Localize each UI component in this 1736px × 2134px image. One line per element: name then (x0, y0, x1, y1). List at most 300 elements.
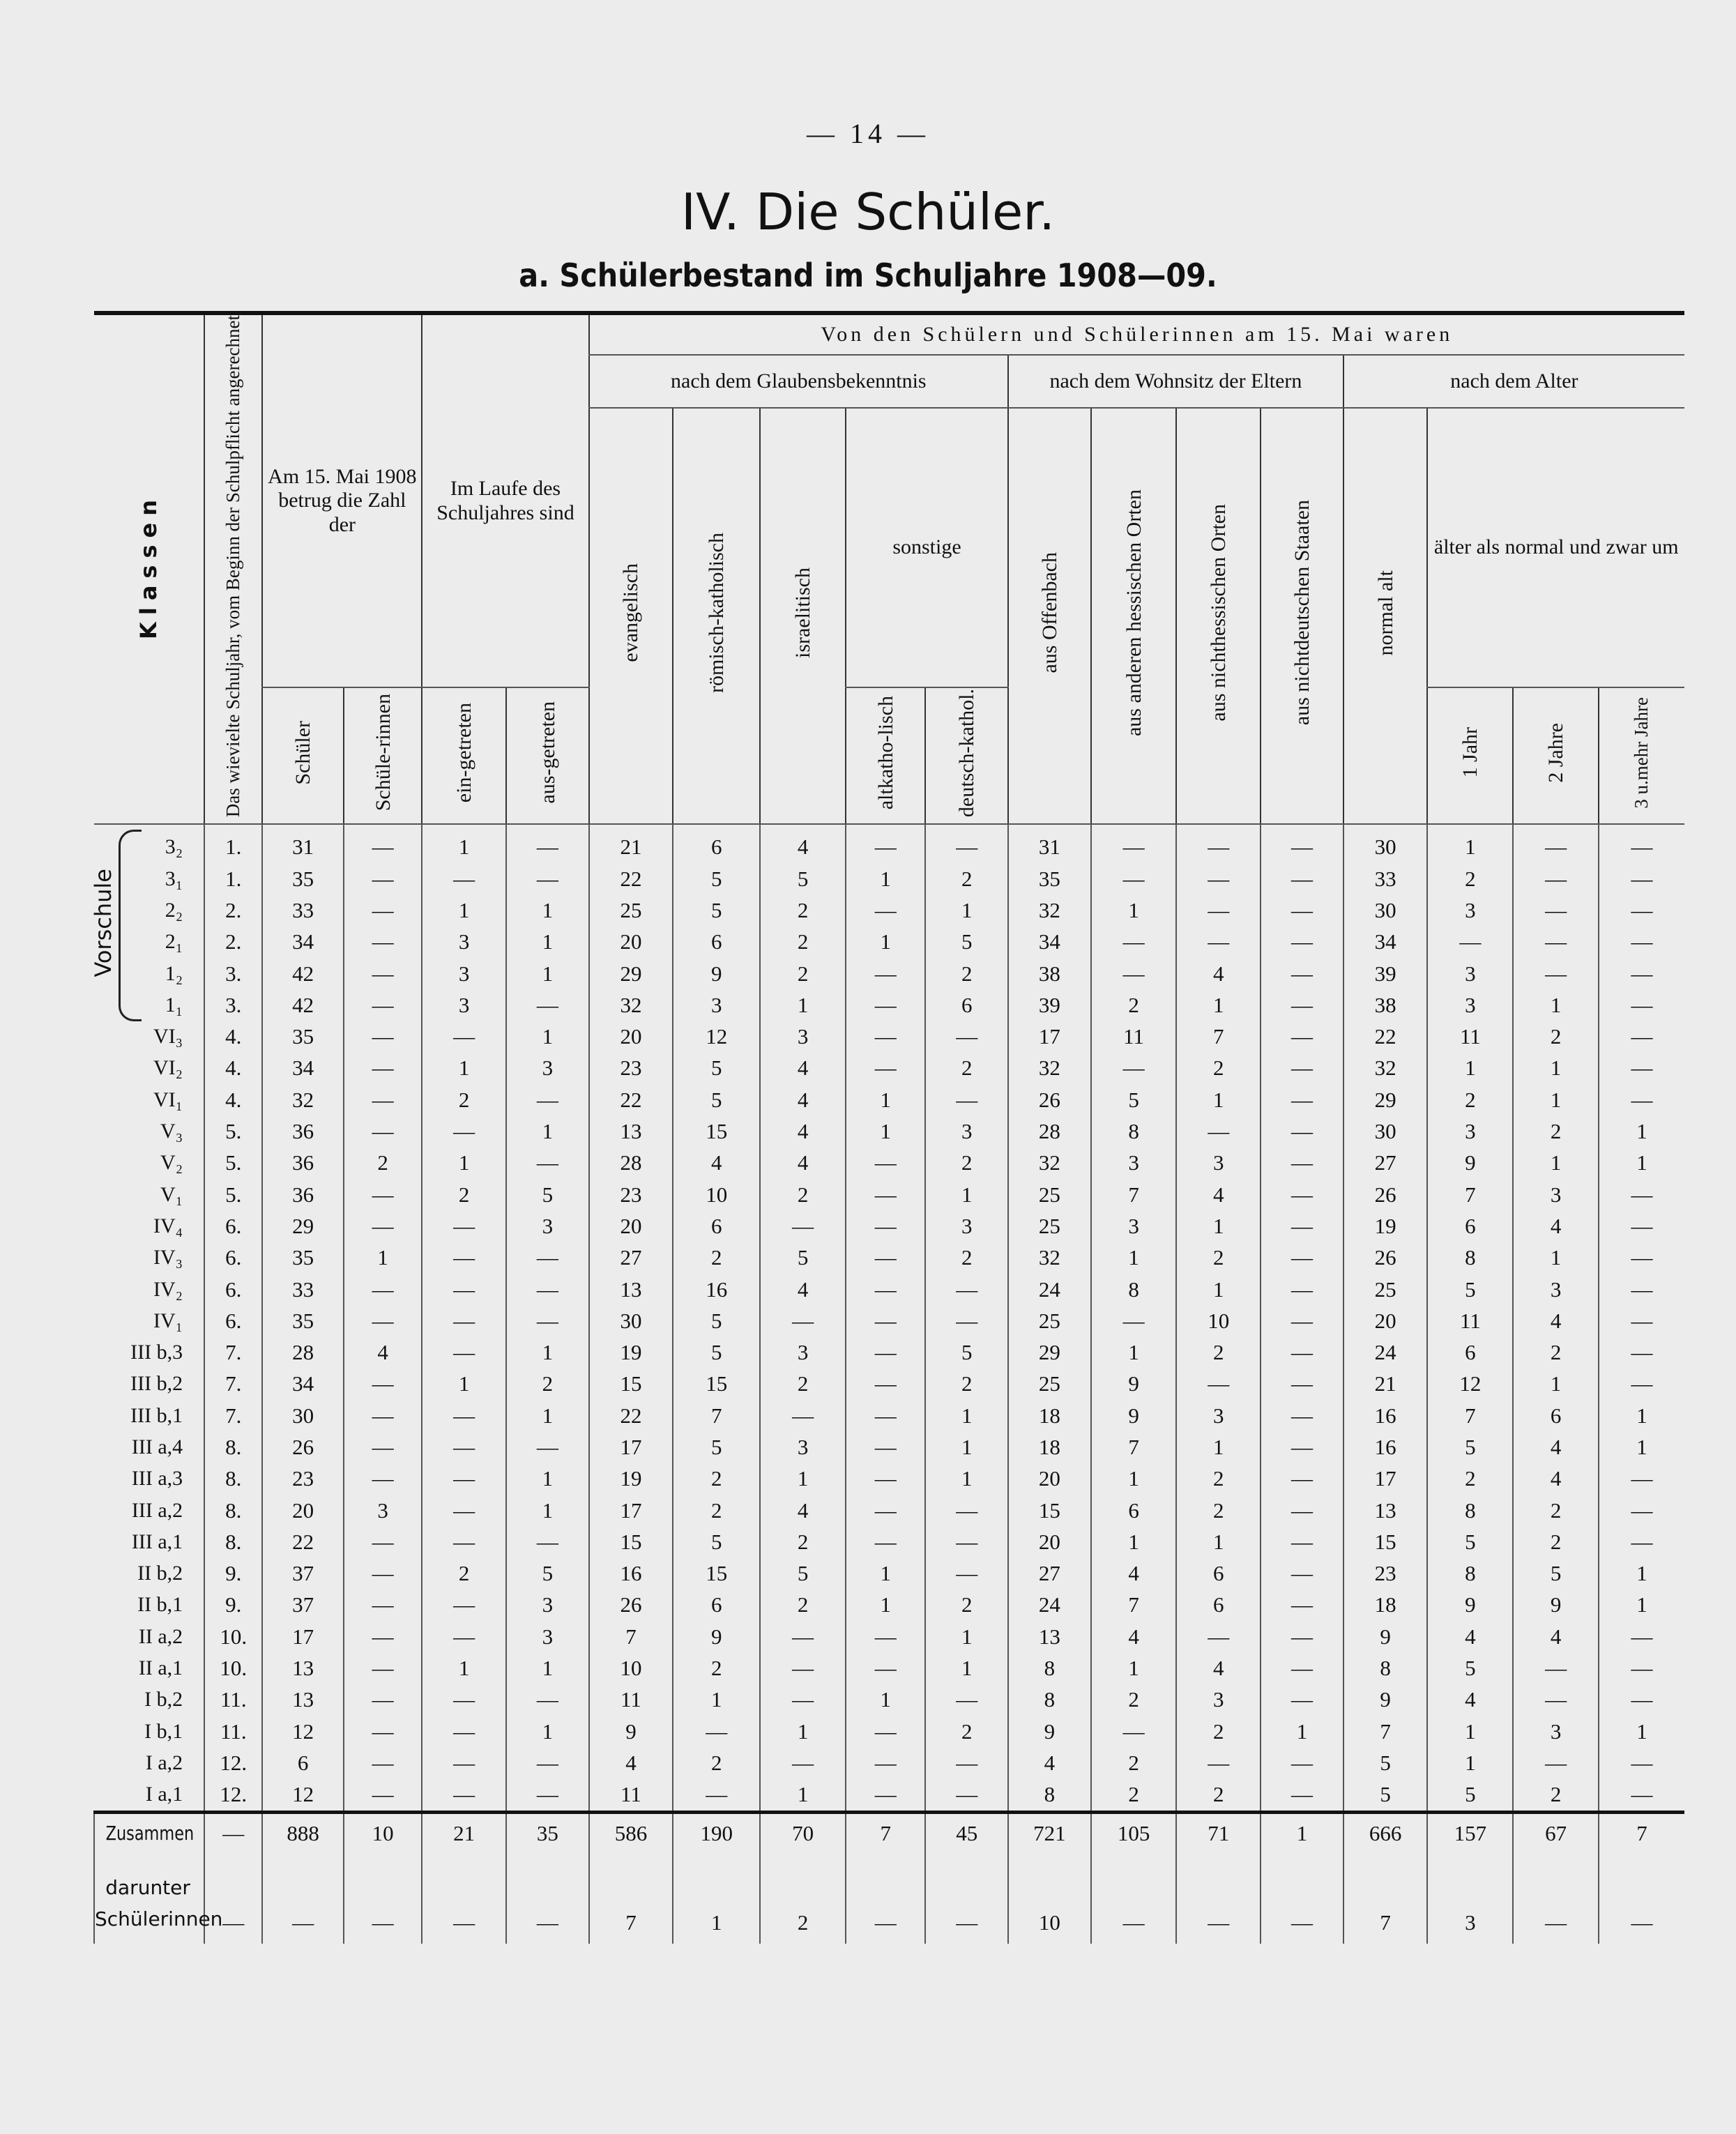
totals-row (94, 1812, 1684, 1853)
table-cell: 1 (1513, 1369, 1599, 1400)
schuljahr-cell: 5. (204, 1148, 262, 1179)
header-3-jahre: 3 u.mehr Jahre (1599, 687, 1684, 824)
table-cell: 33 (262, 1274, 344, 1305)
table-cell: — (1261, 1684, 1343, 1716)
table-cell: — (925, 1021, 1008, 1053)
table-row (94, 1716, 1684, 1747)
totals-cell: 35 (506, 1812, 589, 1853)
table-cell: 5 (1427, 1652, 1513, 1684)
table-cell: — (1513, 863, 1599, 894)
table-cell: — (760, 1210, 846, 1242)
header-roemisch-katholisch: römisch-katholisch (673, 408, 760, 824)
table-cell: — (344, 824, 422, 863)
table-cell: 2 (1513, 1495, 1599, 1526)
table-cell: 23 (589, 1053, 673, 1084)
table-cell: — (925, 824, 1008, 863)
table-cell: 1 (1599, 1148, 1684, 1179)
klasse-label: VI₁ (153, 1088, 183, 1111)
table-cell: 1 (506, 1652, 589, 1684)
table-cell: 5 (673, 1431, 760, 1463)
table-cell: — (1261, 1305, 1343, 1336)
schuljahr-cell: 4. (204, 1053, 262, 1084)
table-cell: 38 (1008, 958, 1091, 989)
table-cell: 4 (1513, 1305, 1599, 1336)
table-row (94, 1590, 1684, 1621)
table-cell: 1 (760, 1716, 846, 1747)
table-cell: 13 (1343, 1495, 1428, 1526)
table-cell: — (1091, 927, 1177, 958)
table-row (94, 1621, 1684, 1652)
table-cell: — (506, 1779, 589, 1813)
table-cell: 26 (589, 1590, 673, 1621)
table-cell: — (344, 1274, 422, 1305)
table-cell: 2 (1427, 1463, 1513, 1495)
schuljahr-cell: 8. (204, 1495, 262, 1526)
table-cell: 25 (1008, 1179, 1091, 1210)
table-cell: — (1599, 1210, 1684, 1242)
table-cell: 22 (262, 1526, 344, 1557)
table-cell: 28 (589, 1148, 673, 1179)
table-cell: 34 (262, 1053, 344, 1084)
table-row (94, 1021, 1684, 1053)
table-cell: 7 (1091, 1431, 1177, 1463)
section-title: IV. Die Schüler. (680, 183, 1056, 241)
table-cell: — (1261, 1053, 1343, 1084)
schuljahr-cell: 12. (204, 1779, 262, 1813)
header-glaubensbekenntnis: nach dem Glaubensbekenntnis (589, 355, 1008, 408)
schuljahr-cell: 6. (204, 1305, 262, 1336)
table-row (94, 1305, 1684, 1336)
table-cell: 25 (1008, 1305, 1091, 1336)
table-cell: 1 (925, 1652, 1008, 1684)
table-cell: 1 (1176, 1084, 1261, 1115)
table-cell: — (925, 1747, 1008, 1778)
table-cell: — (344, 1210, 422, 1242)
table-cell: 1 (1427, 1747, 1513, 1778)
table-cell: 3 (422, 989, 506, 1021)
table-cell: 4 (1513, 1431, 1599, 1463)
table-cell: 1 (846, 1684, 925, 1716)
table-cell: 10 (673, 1179, 760, 1210)
table-row (94, 1526, 1684, 1557)
table-cell: 2 (1427, 863, 1513, 894)
table-cell: 3 (422, 958, 506, 989)
table-cell: 30 (1343, 824, 1428, 863)
table-row (94, 1463, 1684, 1495)
table-cell: — (344, 1179, 422, 1210)
table-cell: 25 (1008, 1369, 1091, 1400)
table-cell: 22 (589, 1084, 673, 1115)
table-cell: — (422, 1336, 506, 1368)
table-cell: — (344, 1652, 422, 1684)
schuljahr-cell: 2. (204, 927, 262, 958)
table-cell: 1 (1091, 1336, 1177, 1368)
table-cell: 5 (1427, 1431, 1513, 1463)
table-cell: 6 (1513, 1400, 1599, 1431)
table-cell: 1 (1513, 1148, 1599, 1179)
table-cell: 2 (1176, 1463, 1261, 1495)
totals-cell: 7 (1599, 1812, 1684, 1853)
schuljahr-cell: 6. (204, 1210, 262, 1242)
table-cell: 2 (760, 1526, 846, 1557)
klasse-label: V₃ (160, 1120, 183, 1143)
table-cell: — (344, 1369, 422, 1400)
table-cell: 6 (1176, 1558, 1261, 1590)
table-cell: 5 (760, 863, 846, 894)
table-row (94, 1431, 1684, 1463)
table-cell: 1 (1513, 1242, 1599, 1274)
table-cell: 30 (262, 1400, 344, 1431)
table-cell: — (1599, 1021, 1684, 1053)
table-cell: — (1261, 1179, 1343, 1210)
table-cell: — (344, 1021, 422, 1053)
table-cell: — (1599, 1463, 1684, 1495)
totals-cell: 67 (1513, 1812, 1599, 1853)
table-cell: — (846, 1148, 925, 1179)
table-cell: — (1176, 1621, 1261, 1652)
schuljahr-cell: 2. (204, 894, 262, 926)
table-cell: 1 (1091, 1652, 1177, 1684)
table-cell: — (846, 1242, 925, 1274)
header-schueler: Schüler (262, 687, 344, 824)
table-cell: — (846, 989, 925, 1021)
table-cell: — (846, 1779, 925, 1813)
table-cell: 2 (925, 958, 1008, 989)
darunter-cell: 1 (673, 1853, 760, 1944)
table-cell: 31 (262, 824, 344, 863)
table-cell: 15 (673, 1558, 760, 1590)
table-body (94, 824, 1684, 1944)
darunter-cell: — (1513, 1853, 1599, 1944)
header-eingetreten: ein-getreten (422, 687, 506, 824)
table-cell: — (1513, 1652, 1599, 1684)
table-cell: — (1261, 989, 1343, 1021)
table-cell: 2 (344, 1148, 422, 1179)
table-cell: 30 (589, 1305, 673, 1336)
table-cell: 11 (589, 1779, 673, 1813)
totals-cell: 21 (422, 1812, 506, 1853)
header-nichthessische-orte: aus nichthessischen Orten (1176, 408, 1261, 824)
header-schuljahr: Das wievielte Schuljahr, vom Beginn der Schulpflicht angerechnet (204, 313, 262, 824)
table-cell: 20 (589, 1210, 673, 1242)
table-cell: 1 (422, 824, 506, 863)
table-cell: 2 (1513, 1336, 1599, 1368)
table-cell: — (1513, 958, 1599, 989)
header-von-den-schuelern: Von den Schülern und Schülerinnen am 15. Mai waren (589, 313, 1684, 355)
vorschule-bracket (119, 830, 142, 1021)
table-cell: 34 (262, 927, 344, 958)
darunter-cell: 3 (1427, 1853, 1513, 1944)
table-cell: 27 (1343, 1148, 1428, 1179)
table-cell: 1 (506, 1495, 589, 1526)
table-cell: 17 (589, 1431, 673, 1463)
table-cell: 4 (1513, 1621, 1599, 1652)
table-cell: 6 (673, 1210, 760, 1242)
table-cell: 1 (925, 1463, 1008, 1495)
table-cell: 3 (1513, 1179, 1599, 1210)
table-cell: — (1261, 1652, 1343, 1684)
table-cell: 6 (673, 1590, 760, 1621)
table-cell: — (1261, 824, 1343, 863)
totals-cell: 666 (1343, 1812, 1428, 1853)
schuljahr-cell: 5. (204, 1179, 262, 1210)
klasse-label: 1₂ (165, 961, 183, 985)
table-cell: — (344, 1621, 422, 1652)
table-cell: 1 (1513, 989, 1599, 1021)
table-cell: 4 (1176, 1652, 1261, 1684)
table-cell: 4 (1427, 1684, 1513, 1716)
table-cell: 1 (422, 1652, 506, 1684)
table-cell: 2 (925, 863, 1008, 894)
table-cell: 2 (1091, 1779, 1177, 1813)
table-cell: 35 (262, 863, 344, 894)
table-row (94, 1558, 1684, 1590)
table-cell: 1 (925, 1431, 1008, 1463)
table-cell: 33 (262, 894, 344, 926)
table-cell: 2 (1176, 1242, 1261, 1274)
table-cell: — (422, 1495, 506, 1526)
table-cell: 6 (673, 824, 760, 863)
table-cell: — (1261, 1463, 1343, 1495)
table-cell: 42 (262, 958, 344, 989)
table-row (94, 1369, 1684, 1400)
table-cell: 6 (1176, 1590, 1261, 1621)
table-cell: 8 (1008, 1779, 1091, 1813)
table-cell: — (760, 1747, 846, 1778)
table-cell: — (422, 1463, 506, 1495)
table-cell: 6 (673, 927, 760, 958)
table-cell: — (846, 958, 925, 989)
table-cell: — (344, 1779, 422, 1813)
table-cell: 1 (422, 1369, 506, 1400)
table-cell: — (422, 1621, 506, 1652)
table-cell: 8 (1343, 1652, 1428, 1684)
table-cell: 2 (1176, 1779, 1261, 1813)
table-cell: — (1599, 863, 1684, 894)
table-cell: 28 (262, 1336, 344, 1368)
table-cell: — (846, 1210, 925, 1242)
table-cell: 17 (1343, 1463, 1428, 1495)
table-cell: 26 (262, 1431, 344, 1463)
header-israelitisch: israelitisch (760, 408, 846, 824)
darunter-cell: — (1261, 1853, 1343, 1944)
table-row (94, 1053, 1684, 1084)
table-cell: — (846, 1716, 925, 1747)
table-row (94, 1115, 1684, 1147)
header-hessische-orte: aus anderen hessischen Orten (1091, 408, 1177, 824)
header-altkatholisch: altkatho-lisch (846, 687, 925, 824)
schuljahr-cell: 3. (204, 989, 262, 1021)
header-2-jahre: 2 Jahre (1513, 687, 1599, 824)
table-cell: 17 (262, 1621, 344, 1652)
klasse-label: V₁ (160, 1182, 183, 1206)
table-cell: 29 (1343, 1084, 1428, 1115)
table-cell: 3 (1176, 1400, 1261, 1431)
table-cell: 1 (1261, 1716, 1343, 1747)
table-cell: 20 (1008, 1526, 1091, 1557)
table-cell: — (1261, 894, 1343, 926)
table-cell: — (344, 927, 422, 958)
table-cell: — (846, 1305, 925, 1336)
table-cell: 1 (846, 1084, 925, 1115)
table-cell: 5 (506, 1558, 589, 1590)
table-cell: 19 (1343, 1210, 1428, 1242)
table-cell: 3 (1513, 1274, 1599, 1305)
table-cell: 2 (925, 1148, 1008, 1179)
totals-cell: 10 (344, 1812, 422, 1853)
table-cell: 1 (506, 1463, 589, 1495)
table-cell: — (1091, 1716, 1177, 1747)
schuljahr-cell: 8. (204, 1526, 262, 1557)
table-cell: 3 (673, 989, 760, 1021)
table-cell: — (673, 1716, 760, 1747)
table-cell: — (1176, 1747, 1261, 1778)
darunter-cell: — (262, 1853, 344, 1944)
schuljahr-cell: 10. (204, 1652, 262, 1684)
table-cell: 15 (589, 1526, 673, 1557)
table-cell: 38 (1343, 989, 1428, 1021)
table-cell: — (1176, 1115, 1261, 1147)
table-cell: 5 (673, 894, 760, 926)
klasse-label: III a,4 (131, 1435, 183, 1458)
table-cell: 2 (1176, 1495, 1261, 1526)
table-cell: 24 (1008, 1274, 1091, 1305)
table-cell: — (925, 1684, 1008, 1716)
table-cell: — (506, 1747, 589, 1778)
table-cell: 2 (422, 1179, 506, 1210)
table-cell: 27 (1008, 1558, 1091, 1590)
table-row (94, 824, 1684, 863)
table-row (94, 1210, 1684, 1242)
table-cell: 8 (1091, 1115, 1177, 1147)
page-number: — 14 — (807, 118, 929, 149)
table-cell: — (344, 1084, 422, 1115)
table-cell: 2 (673, 1495, 760, 1526)
table-cell: — (344, 1115, 422, 1147)
darunter-cell: 7 (1343, 1853, 1428, 1944)
table-cell: 2 (1176, 1336, 1261, 1368)
table-cell: 1 (506, 927, 589, 958)
table-cell: — (846, 1336, 925, 1368)
table-cell: 24 (1008, 1590, 1091, 1621)
table-cell: 3 (1513, 1716, 1599, 1747)
table-cell: 34 (1008, 927, 1091, 958)
table-cell: 13 (589, 1274, 673, 1305)
table-cell: — (1599, 1747, 1684, 1778)
table-cell: 5 (760, 1558, 846, 1590)
table-cell: — (846, 1021, 925, 1053)
header-aelter-als-normal: älter als normal und zwar um (1427, 408, 1684, 687)
table-cell: 3 (760, 1021, 846, 1053)
table-cell: 4 (1176, 1179, 1261, 1210)
table-cell: — (1261, 1431, 1343, 1463)
table-cell: 24 (1343, 1336, 1428, 1368)
table-cell: — (344, 1590, 422, 1621)
table-cell: 2 (925, 1716, 1008, 1747)
table-cell: 11 (1091, 1021, 1177, 1053)
table-cell: 18 (1008, 1431, 1091, 1463)
table-cell: — (422, 1115, 506, 1147)
table-cell: 11 (1427, 1305, 1513, 1336)
schuljahr-cell: 9. (204, 1590, 262, 1621)
table-cell: — (422, 1590, 506, 1621)
totals-cell: 45 (925, 1812, 1008, 1853)
table-cell: 2 (673, 1242, 760, 1274)
table-cell: 1 (344, 1242, 422, 1274)
table-cell: 5 (1343, 1779, 1428, 1813)
table-cell: 39 (1343, 958, 1428, 989)
table-cell: — (344, 1716, 422, 1747)
table-cell: 16 (589, 1558, 673, 1590)
table-cell: — (1091, 958, 1177, 989)
table-cell: 5 (1091, 1084, 1177, 1115)
table-cell: 4 (1427, 1621, 1513, 1652)
table-cell: 3 (1427, 894, 1513, 926)
darunter-cell: 7 (589, 1853, 673, 1944)
table-cell: 1 (1513, 1084, 1599, 1115)
table-cell: 17 (589, 1495, 673, 1526)
table-cell: — (925, 1274, 1008, 1305)
header-sonstige: sonstige (846, 408, 1008, 687)
table-cell: 2 (925, 1590, 1008, 1621)
table-cell: — (1599, 958, 1684, 989)
table-cell: 3 (422, 927, 506, 958)
table-cell: — (1261, 927, 1343, 958)
table-cell: — (1176, 863, 1261, 894)
schuljahr-cell: 8. (204, 1431, 262, 1463)
darunter-cell: — (846, 1853, 925, 1944)
table-cell: — (422, 1305, 506, 1336)
table-cell: 1 (1599, 1716, 1684, 1747)
klasse-label: III b,1 (130, 1403, 183, 1427)
table-cell: 7 (1427, 1179, 1513, 1210)
table-cell: — (1427, 927, 1513, 958)
klasse-label: II a,2 (138, 1624, 183, 1648)
table-cell: — (760, 1400, 846, 1431)
table-cell: 4 (760, 1274, 846, 1305)
table-cell: 1 (1091, 1526, 1177, 1557)
schuljahr-cell: 6. (204, 1274, 262, 1305)
table-cell: 2 (673, 1463, 760, 1495)
schuljahr-cell: 12. (204, 1747, 262, 1778)
table-cell: — (1176, 927, 1261, 958)
table-cell: 6 (1427, 1210, 1513, 1242)
table-cell: 21 (589, 824, 673, 863)
table-cell: 2 (925, 1242, 1008, 1274)
table-cell: 19 (589, 1463, 673, 1495)
table-cell: 12 (262, 1779, 344, 1813)
table-cell: — (1599, 824, 1684, 863)
table-cell: 8 (1427, 1495, 1513, 1526)
header-normal-alt: normal alt (1343, 408, 1428, 824)
table-cell: 9 (1343, 1621, 1428, 1652)
table-cell: 1 (1091, 1463, 1177, 1495)
table-cell: — (1261, 1558, 1343, 1590)
table-cell: 6 (262, 1747, 344, 1778)
table-cell: 1 (1513, 1053, 1599, 1084)
table-cell: 25 (1008, 1210, 1091, 1242)
table-cell: 1 (1599, 1400, 1684, 1431)
table-cell: 13 (262, 1684, 344, 1716)
table-cell: — (344, 1305, 422, 1336)
table-cell: — (422, 1400, 506, 1431)
table-cell: 5 (1513, 1558, 1599, 1590)
table-cell: 5 (673, 1526, 760, 1557)
schuljahr-cell: 5. (204, 1115, 262, 1147)
table-cell: — (1513, 824, 1599, 863)
totals-cell: 888 (262, 1812, 344, 1853)
table-cell: 1 (1176, 1274, 1261, 1305)
